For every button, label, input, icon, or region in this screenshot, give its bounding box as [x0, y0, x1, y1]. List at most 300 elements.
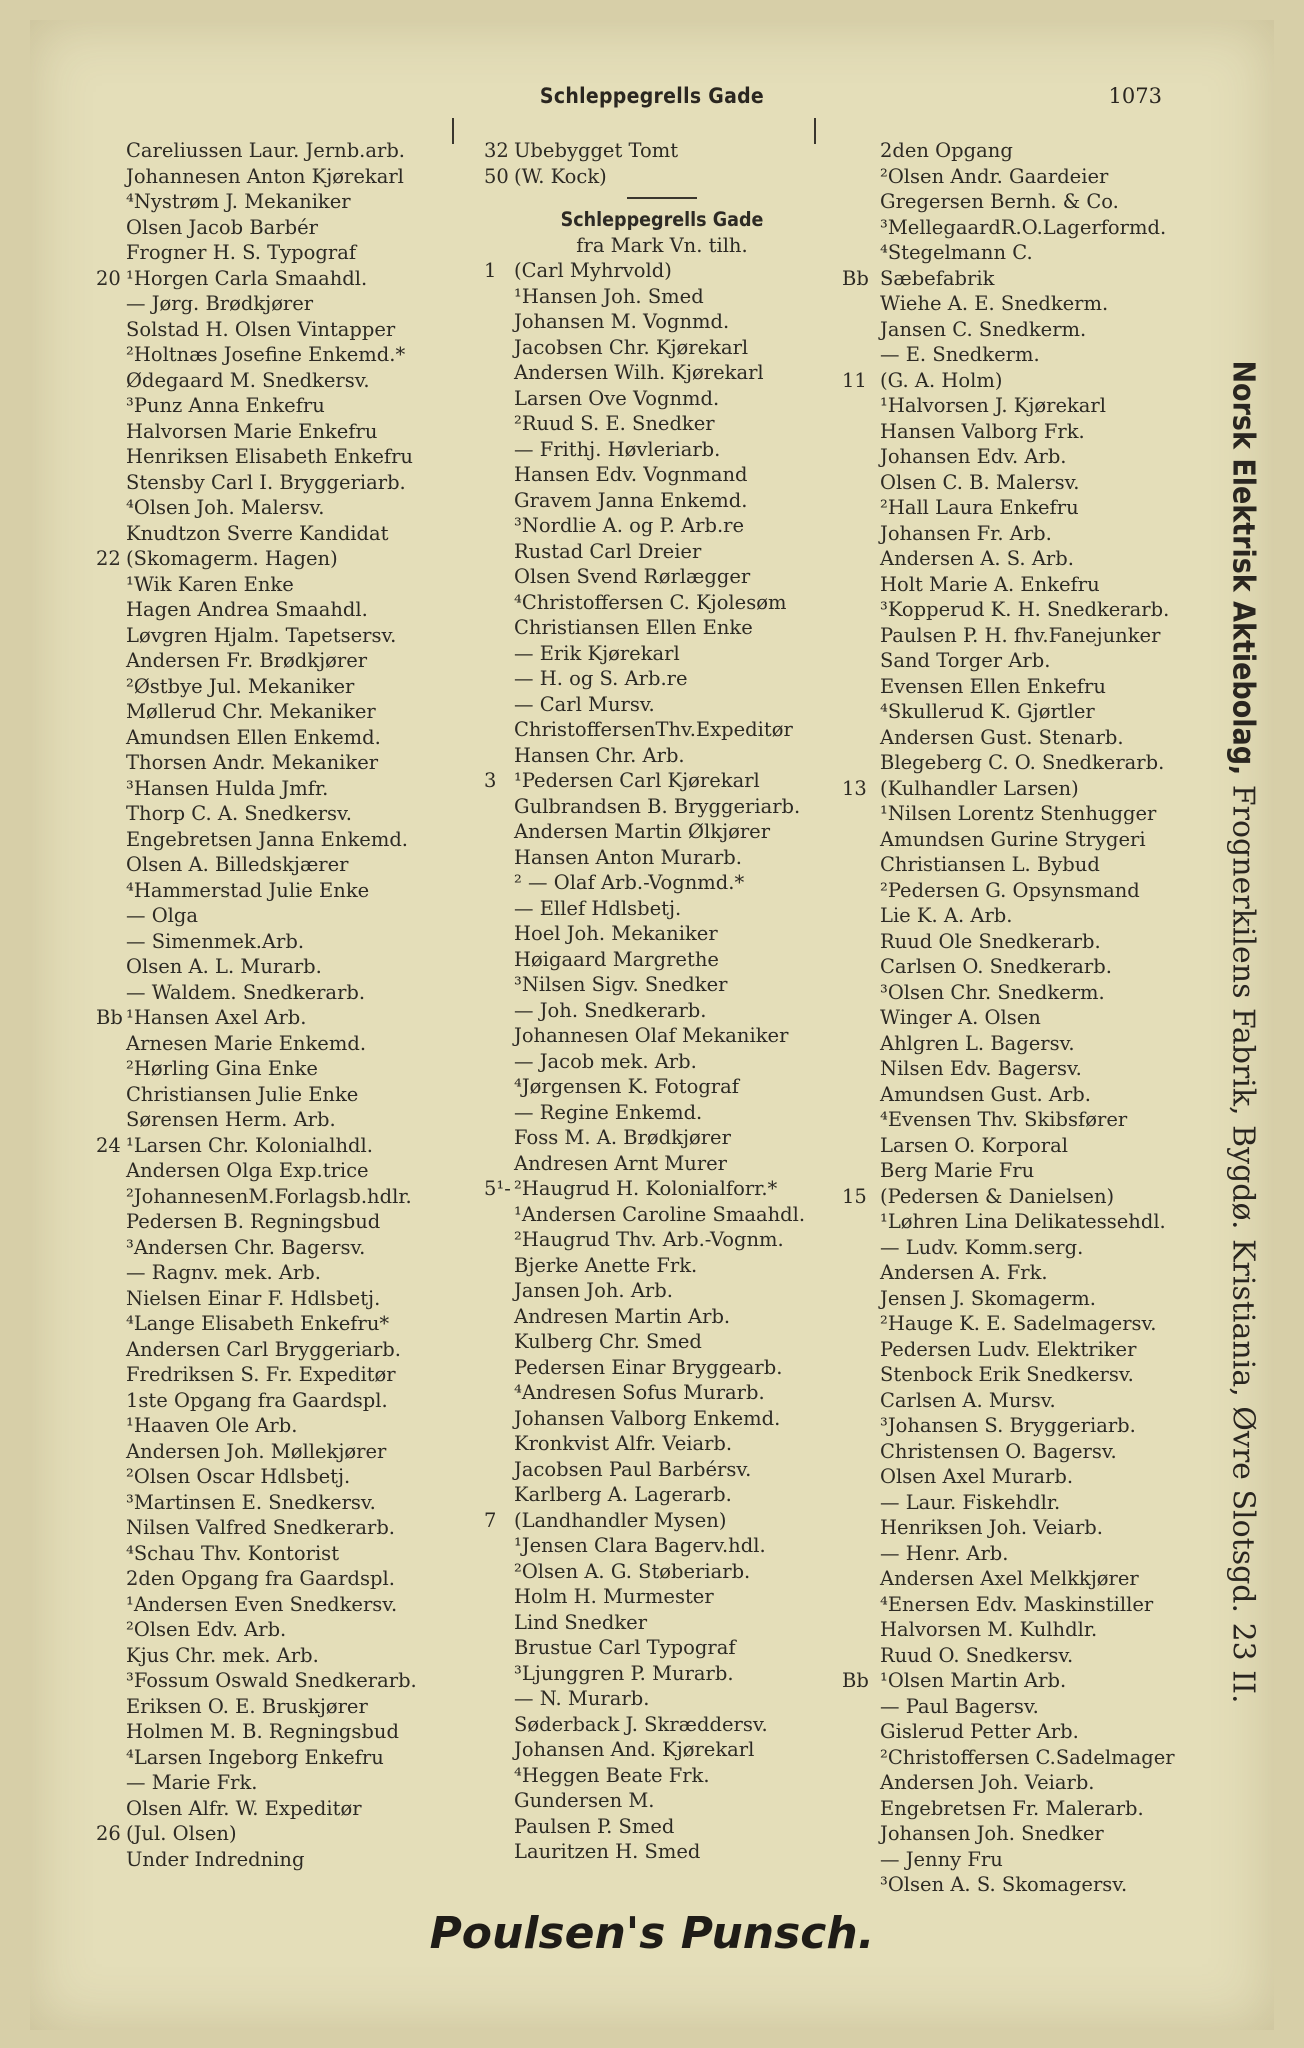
directory-entry: [484, 1253, 840, 1279]
entry-text: Wiehe A. E. Snedkerm.: [880, 292, 1109, 315]
entry-text: Bjerke Anette Frk.: [514, 1253, 698, 1277]
entry-text: — Ludv. Komm.serg.: [880, 1235, 1084, 1259]
directory-entry: [96, 1592, 470, 1618]
directory-entry: [842, 1566, 1200, 1592]
directory-entry: [842, 827, 1200, 853]
house-number: 24: [96, 1133, 121, 1157]
directory-entry: [96, 1337, 470, 1363]
directory-entry: [484, 768, 840, 794]
entry-text: Gravem Janna Enkemd.: [514, 488, 748, 512]
entry-text: Holmen M. B. Regningsbud: [126, 1720, 399, 1743]
entry-text: Halvorsen M. Kulhdlr.: [880, 1618, 1098, 1641]
directory-entry: [96, 1643, 470, 1669]
directory-entry: [484, 564, 840, 590]
directory-entry: [96, 1694, 470, 1720]
entry-text: — Joh. Snedkerarb.: [514, 998, 707, 1022]
directory-entry: [842, 954, 1200, 980]
directory-entry: [484, 335, 840, 361]
entry-text: Paulsen P. H. fhv.Fanejunker: [880, 623, 1161, 647]
directory-entry: [96, 1311, 470, 1337]
entry-text: Andersen A. Frk.: [880, 1261, 1048, 1284]
entry-text: ¹Haaven Ole Arb.: [126, 1414, 298, 1437]
entry-text: ³Nilsen Sigv. Snedker: [514, 973, 728, 996]
entry-text: Nilsen Valfred Snedkerarb.: [126, 1516, 396, 1539]
entry-text: — Waldem. Snedkerarb.: [126, 980, 366, 1004]
entry-text: Andersen Gust. Stenarb.: [880, 725, 1124, 749]
entry-text: 1ste Opgang fra Gaardspl.: [126, 1388, 388, 1412]
directory-entry: [96, 954, 470, 980]
directory-entry: [484, 1355, 840, 1381]
entry-text: ²Holtnæs Josefine Enkemd.*: [126, 343, 406, 366]
entry-text: — Ragnv. mek. Arb.: [126, 1261, 321, 1284]
entry-text: Frogner H. S. Typograf: [126, 241, 357, 264]
directory-entry: [842, 1133, 1200, 1159]
entry-text: Olsen Alfr. W. Expeditør: [126, 1796, 362, 1820]
entry-text: Andersen A. S. Arb.: [880, 547, 1074, 570]
entry-text: Lauritzen H. Smed: [514, 1840, 701, 1863]
house-number: 1: [484, 259, 497, 282]
directory-entry: [484, 845, 840, 871]
directory-entry: [484, 998, 840, 1024]
entry-text: Amundsen Gurine Strygeri: [880, 827, 1146, 851]
entry-text: Nilsen Edv. Bagersv.: [880, 1057, 1082, 1080]
directory-entry: [484, 411, 840, 437]
directory-entry: [842, 521, 1200, 547]
directory-entry: [842, 1745, 1200, 1771]
directory-entry: [484, 1406, 840, 1432]
entry-text: Andersen Joh. Møllekjører: [126, 1439, 387, 1463]
directory-entry: [842, 368, 1200, 394]
entry-text: Henriksen Joh. Veiarb.: [880, 1516, 1103, 1539]
entry-text: Jansen C. Snedkerm.: [880, 317, 1087, 341]
directory-entry: [484, 921, 840, 947]
entry-text: ⁴Lange Elisabeth Enkefru*: [126, 1312, 390, 1335]
entry-text: ²Christoffersen C.Sadelmager: [880, 1745, 1175, 1769]
entry-text: ⁴Skullerud K. Gjørtler: [880, 700, 1095, 723]
entry-text: ²Olsen A. G. Støberiarb.: [514, 1559, 751, 1583]
entry-text: Nielsen Einar F. Hdlsbetj.: [126, 1286, 381, 1310]
directory-entry: [842, 546, 1200, 572]
entry-text: Søderback J. Skræddersv.: [514, 1712, 768, 1736]
entry-text: Johansen And. Kjørekarl: [514, 1738, 755, 1761]
directory-entry: [96, 164, 470, 190]
entry-text: Olsen Axel Murarb.: [880, 1465, 1074, 1488]
directory-entry: [484, 1686, 840, 1712]
house-number: Bb: [96, 1006, 123, 1029]
directory-entry: [96, 1847, 470, 1873]
entry-text: Hansen Anton Murarb.: [514, 845, 742, 869]
entry-text: ¹Halvorsen J. Kjørekarl: [880, 394, 1106, 417]
entry-text: ¹Andersen Even Snedkersv.: [126, 1592, 398, 1616]
directory-entry: [842, 240, 1200, 266]
entry-text: — Regine Enkemd.: [514, 1100, 703, 1124]
directory-entry: [96, 393, 470, 419]
directory-entry: [96, 776, 470, 802]
entry-text: ³Ljunggren P. Murarb.: [514, 1661, 734, 1685]
entry-text: ²Østbye Jul. Mekaniker: [126, 674, 355, 698]
entry-text: Johannesen Anton Kjørekarl: [126, 164, 404, 188]
side-advertisement: [1223, 252, 1263, 1812]
directory-entry: [842, 495, 1200, 521]
directory-entry: [96, 1439, 470, 1465]
entry-text: ²Olsen Edv. Arb.: [126, 1618, 287, 1641]
directory-entry: [96, 1031, 470, 1057]
entry-text: ⁴Larsen Ingeborg Enkefru: [126, 1745, 384, 1769]
directory-entry: [842, 725, 1200, 751]
entry-text: Thorp C. A. Snedkersv.: [126, 802, 352, 825]
entry-text: Ubebygget Tomt: [514, 139, 679, 162]
directory-entry: [842, 1031, 1200, 1057]
directory-entry: [96, 1056, 470, 1082]
directory-entry: [842, 572, 1200, 598]
directory-entry: [842, 648, 1200, 674]
house-number: 32: [484, 139, 509, 162]
directory-entry: [842, 597, 1200, 623]
entry-text: Careliussen Laur. Jernb.arb.: [126, 139, 406, 162]
directory-entry: [842, 1158, 1200, 1184]
entry-text: ¹Olsen Martin Arb.: [880, 1669, 1067, 1692]
entry-text: ⁴Hammerstad Julie Enke: [126, 878, 370, 902]
directory-entry: [484, 794, 840, 820]
entry-text: Løvgren Hjalm. Tapetsersv.: [126, 623, 397, 647]
entry-text: Brustue Carl Typograf: [514, 1636, 736, 1659]
entry-text: Lie K. A. Arb.: [880, 904, 1013, 927]
entry-text: (G. A. Holm): [880, 368, 1003, 392]
directory-entry: [96, 215, 470, 241]
entry-text: — N. Murarb.: [514, 1687, 650, 1710]
entry-text: ¹Larsen Chr. Kolonialhdl.: [126, 1133, 373, 1157]
entry-text: Pedersen Einar Bryggearb.: [514, 1355, 783, 1379]
directory-entry: [96, 878, 470, 904]
entry-text: ²Pedersen G. Opsynsmand: [880, 878, 1140, 902]
entry-text: ⁴Olsen Joh. Malersv.: [126, 496, 325, 519]
directory-entry: [96, 1388, 470, 1414]
directory-entry: [96, 801, 470, 827]
directory-entry: [484, 386, 840, 412]
column-2: [484, 138, 840, 1865]
directory-entry: [96, 1133, 470, 1159]
directory-entry: [484, 488, 840, 514]
directory-entry: [96, 1464, 470, 1490]
entry-text: — Marie Frk.: [126, 1771, 258, 1794]
entry-text: Eriksen O. E. Bruskjører: [126, 1694, 368, 1718]
directory-entry: [96, 1184, 470, 1210]
directory-entry: [96, 266, 470, 292]
entry-text: Jacobsen Chr. Kjørekarl: [514, 335, 749, 359]
entry-text: ³Andersen Chr. Bagersv.: [126, 1235, 366, 1259]
directory-entry: [484, 1431, 840, 1457]
directory-entry: [484, 1712, 840, 1738]
directory-entry: [96, 929, 470, 955]
entry-text: Kronkvist Alfr. Veiarb.: [514, 1432, 733, 1455]
directory-entry: [96, 1260, 470, 1286]
entry-text: Jensen J. Skomagerm.: [880, 1286, 1096, 1310]
directory-entry: [842, 1694, 1200, 1720]
entry-text: ³Nordlie A. og P. Arb.re: [514, 514, 745, 537]
directory-entry: [842, 1592, 1200, 1618]
directory-entry: [484, 513, 840, 539]
entry-text: Andersen Martin Ølkjører: [514, 820, 771, 843]
directory-entry: [484, 819, 840, 845]
directory-entry: [842, 980, 1200, 1006]
entry-text: Andersen Fr. Brødkjører: [126, 649, 368, 672]
entry-text: ²JohannesenM.Forlagsb.hdlr.: [126, 1184, 412, 1208]
directory-entry: [842, 215, 1200, 241]
directory-page: [30, 20, 1274, 2030]
entry-text: Johannesen Olaf Mekaniker: [514, 1024, 789, 1047]
house-number: 15: [842, 1184, 867, 1208]
directory-entry: [842, 1821, 1200, 1847]
entry-text: Sæbefabrik: [880, 266, 995, 290]
entry-text: Knudtzon Sverre Kandidat: [126, 521, 389, 545]
house-number: 26: [96, 1822, 121, 1845]
entry-text: Ruud O. Snedkersv.: [880, 1643, 1074, 1667]
entry-text: Andresen Arnt Murer: [514, 1151, 727, 1175]
house-number: 5¹-: [484, 1177, 511, 1200]
directory-entry: [484, 1202, 840, 1228]
directory-entry: [96, 444, 470, 470]
directory-entry: [96, 291, 470, 317]
directory-entry: [842, 1260, 1200, 1286]
directory-entry: [842, 317, 1200, 343]
directory-entry: [96, 1566, 470, 1592]
directory-entry: [96, 1796, 470, 1822]
directory-entry: [842, 852, 1200, 878]
entry-text: Sand Torger Arb.: [880, 649, 1051, 672]
directory-entry: [842, 189, 1200, 215]
directory-entry: [96, 1082, 470, 1108]
directory-entry: [96, 419, 470, 445]
entry-text: Kulberg Chr. Smed: [514, 1330, 702, 1353]
entry-text: Winger A. Olsen: [880, 1006, 1041, 1029]
entry-text: Halvorsen Marie Enkefru: [126, 419, 378, 443]
house-number: Bb: [842, 1669, 869, 1692]
directory-entry: [484, 462, 840, 488]
entry-text: Høigaard Margrethe: [514, 947, 719, 971]
directory-entry: [96, 1770, 470, 1796]
entry-text: (Skomagerm. Hagen): [126, 547, 338, 570]
directory-entry: [842, 1643, 1200, 1669]
entry-text: Johansen M. Vognmd.: [514, 310, 730, 333]
directory-entry: [842, 1184, 1200, 1210]
directory-entry: [484, 590, 840, 616]
entry-text: Olsen A. Billedskjærer: [126, 853, 349, 876]
side-ad-address: Frognerkilens Fabrik, Bygdø. Kristiania, Øvre Slotsgd. 23 II.: [1225, 775, 1261, 1704]
directory-entry: [96, 1541, 470, 1567]
entry-text: Rustad Carl Dreier: [514, 539, 702, 563]
entry-text: Under Indredning: [126, 1847, 305, 1871]
entry-text: ¹Hansen Joh. Smed: [514, 284, 704, 308]
section-subtitle: fra Mark Vn. tilh.: [576, 233, 748, 257]
entry-text: — Frithj. Høvleriarb.: [514, 437, 721, 461]
entry-text: ³Fossum Oswald Snedkerarb.: [126, 1669, 417, 1692]
directory-entry: [484, 1737, 840, 1763]
entry-text: ¹Horgen Carla Smaahdl.: [126, 266, 368, 290]
entry-text: ²Hørling Gina Enke: [126, 1057, 318, 1080]
entry-text: Larsen Ove Vognmd.: [514, 386, 720, 410]
directory-entry: [96, 368, 470, 394]
entry-text: — Ellef Hdlsbetj.: [514, 896, 682, 920]
entry-text: Paulsen P. Smed: [514, 1814, 675, 1838]
directory-entry: [842, 266, 1200, 292]
entry-text: ²Haugrud Thv. Arb.-Vognm.: [514, 1228, 784, 1251]
entry-text: ⁴Nystrøm J. Mekaniker: [126, 190, 351, 213]
entry-text: Thorsen Andr. Mekaniker: [126, 751, 379, 774]
entry-text: Amundsen Ellen Enkemd.: [126, 725, 381, 749]
directory-entry: [96, 980, 470, 1006]
column-1: [96, 138, 470, 1872]
directory-entry: [842, 164, 1200, 190]
directory-entry: [842, 1668, 1200, 1694]
directory-entry: [484, 284, 840, 310]
page-number: 1073: [1108, 84, 1162, 108]
entry-text: — Jenny Fru: [880, 1847, 1003, 1871]
entry-text: Christensen O. Bagersv.: [880, 1439, 1117, 1463]
entry-text: Amundsen Gust. Arb.: [880, 1082, 1091, 1106]
directory-entry: [842, 1541, 1200, 1567]
entry-text: ²Olsen Andr. Gaardeier: [880, 164, 1109, 188]
section-rule: [627, 197, 697, 199]
directory-entry: [484, 615, 840, 641]
house-number: 22: [96, 547, 121, 570]
entry-text: Olsen A. L. Murarb.: [126, 955, 322, 978]
directory-entry: [484, 1304, 840, 1330]
entry-text: Blegeberg C. O. Snedkerarb.: [880, 751, 1165, 774]
entry-text: — Olga: [126, 904, 199, 927]
directory-entry: [484, 539, 840, 565]
entry-text: Holt Marie A. Enkefru: [880, 572, 1100, 596]
entry-text: Engebretsen Janna Enkemd.: [126, 827, 409, 851]
entry-text: Engebretsen Fr. Malerarb.: [880, 1796, 1144, 1820]
side-ad-company: Norsk Elektrisk Aktiebolag,: [1225, 360, 1261, 776]
directory-entry: [484, 138, 840, 164]
entry-text: Hansen Edv. Vognmand: [514, 463, 748, 486]
directory-entry: [96, 725, 470, 751]
directory-entry: [842, 1362, 1200, 1388]
directory-entry: [842, 1439, 1200, 1465]
entry-text: Ahlgren L. Bagersv.: [880, 1031, 1075, 1055]
directory-entry: [484, 666, 840, 692]
directory-entry: [484, 870, 840, 896]
entry-text: Olsen Jacob Barbér: [126, 215, 318, 239]
entry-text: Gislerud Petter Arb.: [880, 1720, 1079, 1743]
directory-entry: [96, 1107, 470, 1133]
entry-text: Fredriksen S. Fr. Expeditør: [126, 1363, 396, 1386]
directory-entry: [484, 1380, 840, 1406]
directory-entry: [484, 1508, 840, 1534]
entry-text: ³Hansen Hulda Jmfr.: [126, 776, 329, 800]
entry-text: Andersen Wilh. Kjørekarl: [514, 361, 764, 384]
entry-text: ² — Olaf Arb.-Vognmd.*: [514, 871, 745, 894]
directory-entry: [96, 1617, 470, 1643]
directory-entry: [842, 903, 1200, 929]
entry-text: — Henr. Arb.: [880, 1541, 1009, 1565]
entry-text: ³Martinsen E. Snedkersv.: [126, 1490, 376, 1514]
directory-entry: [96, 903, 470, 929]
directory-entry: [842, 1082, 1200, 1108]
directory-entry: [484, 1635, 840, 1661]
entry-text: ³Punz Anna Enkefru: [126, 394, 325, 417]
entry-text: ¹Pedersen Carl Kjørekarl: [514, 769, 760, 792]
entry-text: ¹Hansen Axel Arb.: [126, 1006, 307, 1029]
directory-entry: [96, 1745, 470, 1771]
directory-entry: [484, 1584, 840, 1610]
entry-text: ³Johansen S. Bryggeriarb.: [880, 1414, 1136, 1437]
column-3: [842, 138, 1200, 1898]
directory-entry: [842, 1796, 1200, 1822]
entry-text: Foss M. A. Brødkjører: [514, 1126, 731, 1149]
directory-entry: [842, 623, 1200, 649]
entry-text: Carlsen O. Snedkerarb.: [880, 955, 1112, 978]
directory-entry: [96, 1158, 470, 1184]
entry-text: — E. Snedkerm.: [880, 343, 1040, 366]
directory-entry: [484, 1125, 840, 1151]
entry-text: Holm H. Murmester: [514, 1585, 714, 1608]
entry-text: — Erik Kjørekarl: [514, 641, 680, 665]
entry-text: Gregersen Bernh. & Co.: [880, 190, 1119, 213]
footer-advertisement: Poulsen's Punsch.: [429, 1908, 875, 1959]
entry-text: Stenbock Erik Snedkersv.: [880, 1363, 1134, 1386]
directory-entry: [484, 164, 840, 190]
directory-entry: [842, 776, 1200, 802]
directory-entry: [484, 1763, 840, 1789]
entry-text: ⁴Heggen Beate Frk.: [514, 1763, 710, 1787]
entry-text: ²Olsen Oscar Hdlsbetj.: [126, 1465, 351, 1488]
directory-entry: [842, 878, 1200, 904]
entry-text: Gulbrandsen B. Bryggeriarb.: [514, 794, 801, 818]
entry-text: Ødegaard M. Snedkersv.: [126, 368, 370, 392]
directory-entry: [96, 138, 470, 164]
directory-entry: [842, 1490, 1200, 1516]
house-number: 13: [842, 776, 867, 800]
directory-entry: [842, 1286, 1200, 1312]
directory-entry: [484, 360, 840, 386]
directory-entry: [842, 393, 1200, 419]
directory-entry: [484, 1074, 840, 1100]
entry-text: — H. og S. Arb.re: [514, 667, 688, 690]
directory-entry: [842, 444, 1200, 470]
entry-text: — Jørg. Brødkjører: [126, 292, 314, 315]
entry-text: — Laur. Fiskehdlr.: [880, 1490, 1061, 1514]
entry-text: — Simenmek.Arb.: [126, 929, 305, 953]
entry-text: Olsen C. B. Malersv.: [880, 470, 1080, 494]
directory-entry: [842, 929, 1200, 955]
directory-entry: [842, 470, 1200, 496]
directory-entry: [484, 1278, 840, 1304]
directory-entry: [842, 1005, 1200, 1031]
directory-entry: [484, 1788, 840, 1814]
entry-text: Ruud Ole Snedkerarb.: [880, 929, 1101, 953]
directory-entry: [842, 138, 1200, 164]
entry-text: Johansen Joh. Snedker: [880, 1822, 1104, 1845]
entry-text: ⁴Christoffersen C. Kjolesøm: [514, 590, 787, 614]
directory-entry: [96, 827, 470, 853]
entry-text: — Carl Mursv.: [514, 692, 655, 716]
directory-entry: [484, 258, 840, 284]
entry-text: ³Olsen Chr. Snedkerm.: [880, 980, 1105, 1004]
entry-text: (Landhandler Mysen): [514, 1508, 727, 1532]
directory-entry: [96, 1515, 470, 1541]
directory-entry: [484, 717, 840, 743]
entry-text: Andersen Carl Bryggeriarb.: [126, 1337, 401, 1361]
entry-text: Andersen Olga Exp.trice: [126, 1159, 369, 1182]
directory-entry: [484, 1482, 840, 1508]
entry-text: ¹Wik Karen Enke: [126, 572, 294, 596]
directory-entry: [484, 1533, 840, 1559]
entry-text: — Jacob mek. Arb.: [514, 1049, 697, 1073]
entry-text: Arnesen Marie Enkemd.: [126, 1031, 367, 1055]
directory-entry: [842, 1209, 1200, 1235]
